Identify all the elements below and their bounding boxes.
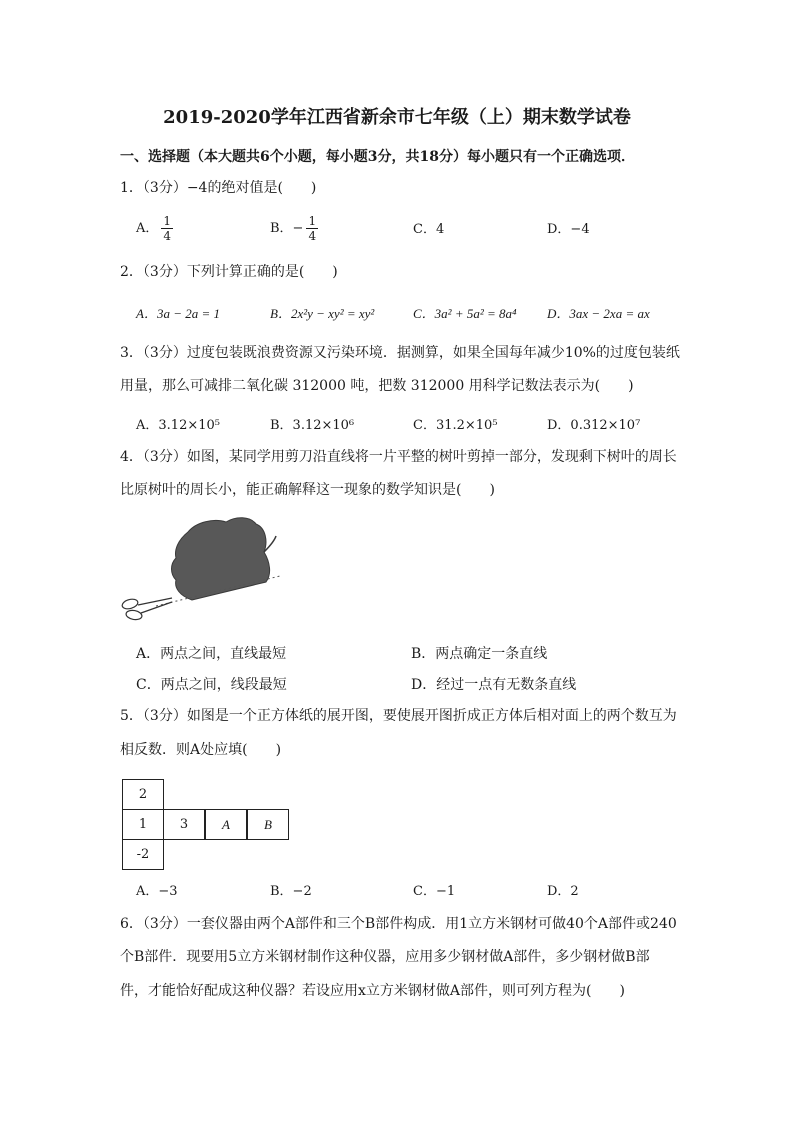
net-cell-left: 1 [122,809,164,840]
question-4-line-2: 比原树叶的周长小，能正确解释这一现象的数学知识是( ) [120,482,495,498]
question-3-line-1: 3．（3分）过度包装既浪费资源又污染环境．据测算，如果全国每年减少10%的过度包装纸 [120,345,680,361]
section-heading: 一、选择题（本大题共6个小题，每小题3分，共18分）每小题只有一个正确选项． [120,149,635,165]
fraction-numerator: 1 [163,214,172,228]
cut-leaf-shape [172,518,270,600]
q2-option-c: C．3a² + 5a² = 8a⁴ [413,306,517,321]
fraction-denominator: 4 [308,229,317,243]
q2-option-b: B．2x²y − xy² = xy² [270,306,375,321]
question-4-line-1: 4．（3分）如图，某同学用剪刀沿直线将一片平整的树叶剪掉一部分，发现剩下树叶的周长 [120,449,677,465]
q1-option-a-label: A． [136,221,159,236]
net-cell-top: 2 [122,779,164,810]
question-5-line-2: 相反数．则A处应填( ) [120,742,282,758]
net-cell-a: A [205,809,247,840]
question-3-line-2: 用量，那么可减排二氧化碳 312000 吨，把数 312000 用科学记数法表示为( ) [120,378,634,394]
net-cell-b: B [247,809,289,840]
q1-option-c: C．4 [413,222,445,237]
q2-option-a: A．3a − 2a = 1 [136,306,220,321]
q4-option-a: A．两点之间，直线最短 [136,646,287,662]
q5-option-c: C．−1 [413,884,456,899]
q1-option-b [270,214,318,243]
q4-option-b: B．两点确定一条直线 [411,646,548,662]
leaf-scissors-figure [118,512,288,634]
fraction-numerator: 1 [308,214,317,228]
q5-option-b: B．−2 [270,884,312,899]
q2-option-d: D．3ax − 2xa = ax [547,306,650,321]
q1-option-d: D．−4 [547,222,590,237]
question-1-stem: 1．（3分）−4的绝对值是( ) [120,180,317,196]
q3-option-c: C．31.2×10⁵ [413,418,498,433]
q1-option-b-fraction [306,214,318,243]
q1-option-a [136,214,173,243]
q5-option-d: D．2 [547,884,579,899]
net-cell-middle: 3 [163,809,205,840]
net-cell-bottom: -2 [122,839,164,870]
scissors-icon [121,598,172,621]
q3-option-d: D．0.312×10⁷ [547,418,641,433]
q4-option-d: D．经过一点有无数条直线 [411,677,577,693]
fraction-denominator: 4 [163,229,172,243]
q4-option-c: C．两点之间，线段最短 [136,677,287,693]
page-title: 2019-2020学年江西省新余市七年级（上）期末数学试卷 [163,107,631,128]
question-6-line-3: 件，才能恰好配成这种仪器？若设应用x立方米钢材做A部件，则可列方程为( ) [120,983,625,999]
q1-option-a-fraction [161,214,173,243]
q5-option-a: A．−3 [136,884,178,899]
q3-option-a: A．3.12×10⁵ [136,418,220,433]
question-5-line-1: 5．（3分）如图是一个正方体纸的展开图，要使展开图折成正方体后相对面上的两个数互为 [120,708,677,724]
question-6-line-2: 个B部件．现要用5立方米钢材制作这种仪器，应用多少钢材做A部件，多少钢材做B部 [120,949,650,965]
q1-option-b-label: B．− [270,221,304,236]
question-6-line-1: 6．（3分）一套仪器由两个A部件和三个B部件构成．用1立方米钢材可做40个A部件或240 [120,916,677,932]
question-2-stem: 2．（3分）下列计算正确的是( ) [120,264,338,280]
q3-option-b: B．3.12×10⁶ [270,418,355,433]
